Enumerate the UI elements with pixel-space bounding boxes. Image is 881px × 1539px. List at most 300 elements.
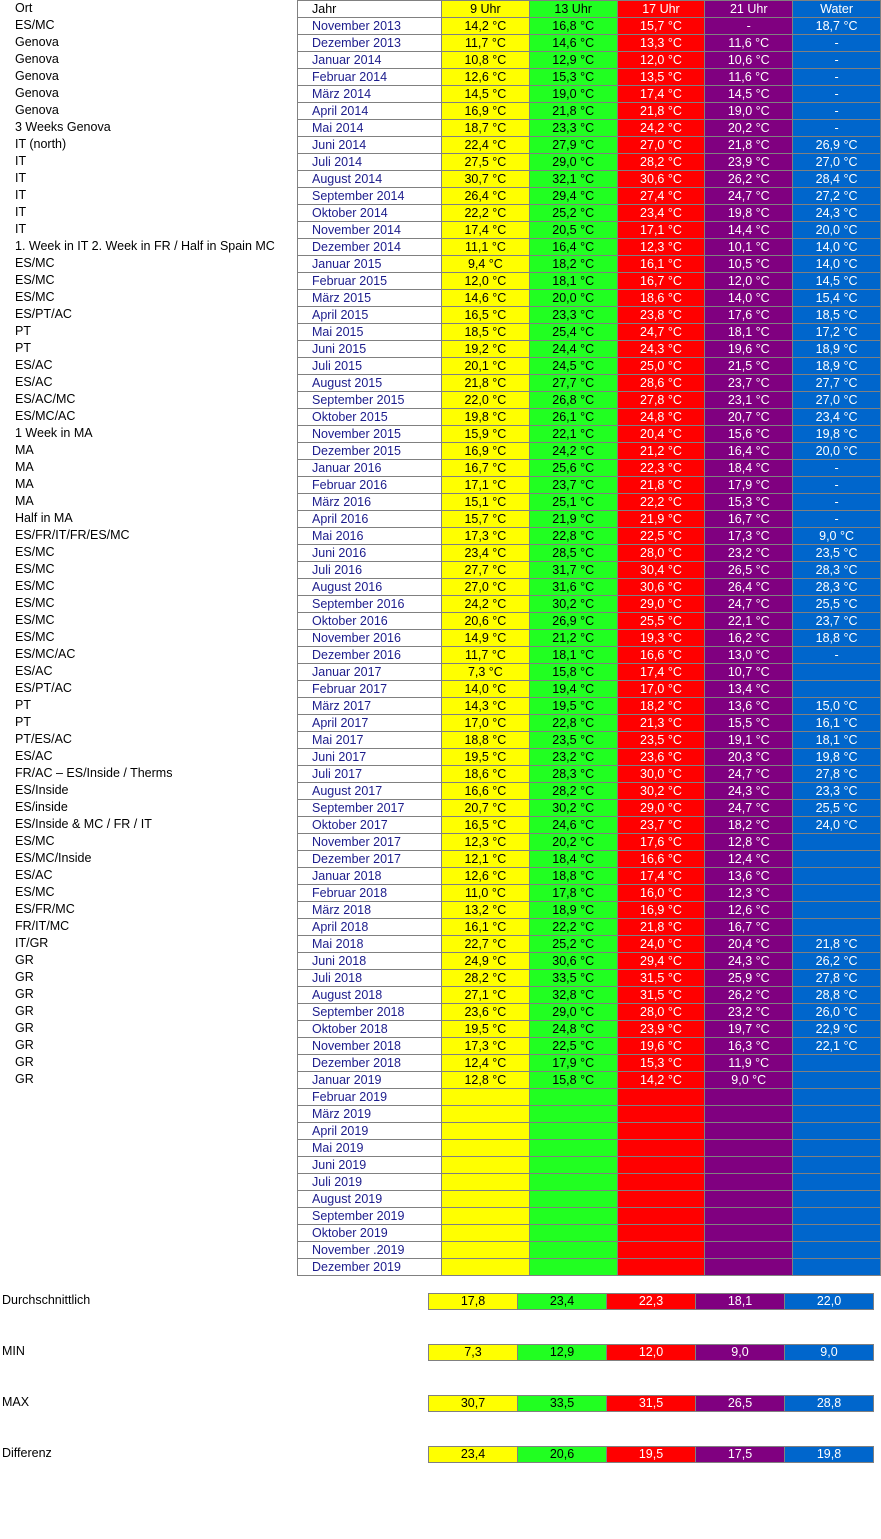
jahr-cell: April 2018 — [298, 919, 442, 936]
ort-cell: ES/MC — [15, 256, 55, 270]
jahr-cell: August 2016 — [298, 579, 442, 596]
ort-cell: ES/MC — [15, 579, 55, 593]
ort-cell: ES/AC/MC — [15, 392, 76, 406]
jahr-cell: Oktober 2015 — [298, 409, 442, 426]
table-row — [298, 1259, 881, 1276]
jahr-cell: Oktober 2016 — [298, 613, 442, 630]
water-cell — [793, 664, 881, 681]
t17-cell — [617, 1225, 705, 1242]
water-cell: 26,9 °C — [793, 137, 881, 154]
t21-cell: 11,6 °C — [705, 35, 793, 52]
water-cell — [793, 1174, 881, 1191]
t13-cell: 25,2 °C — [529, 205, 617, 222]
ort-cell — [0, 1173, 296, 1190]
t17-cell: 24,0 °C — [617, 936, 705, 953]
ort-cell: GR — [15, 987, 34, 1001]
ort-cell: ES/MC — [15, 834, 55, 848]
table-row — [298, 647, 881, 664]
ort-cell — [0, 1190, 296, 1207]
t21-cell: 23,7 °C — [705, 375, 793, 392]
t13-cell: 30,6 °C — [529, 953, 617, 970]
t9-cell: 16,5 °C — [442, 307, 530, 324]
water-cell: - — [793, 477, 881, 494]
t9-cell: 28,2 °C — [442, 970, 530, 987]
water-cell — [793, 834, 881, 851]
t21-cell: 20,2 °C — [705, 120, 793, 137]
table-row — [298, 171, 881, 188]
jahr-cell: Oktober 2019 — [298, 1225, 442, 1242]
t13-cell: 31,6 °C — [529, 579, 617, 596]
t9-cell: 12,1 °C — [442, 851, 530, 868]
water-cell — [793, 1191, 881, 1208]
jahr-cell: Februar 2014 — [298, 69, 442, 86]
t17-cell — [617, 1106, 705, 1123]
t17-cell: 17,0 °C — [617, 681, 705, 698]
t17-cell: 30,4 °C — [617, 562, 705, 579]
jahr-cell: Dezember 2019 — [298, 1259, 442, 1276]
ort-cell — [0, 1224, 296, 1241]
t21-cell: 9,0 °C — [705, 1072, 793, 1089]
t13-cell — [529, 1157, 617, 1174]
t17-cell: 22,5 °C — [617, 528, 705, 545]
water-cell: 23,7 °C — [793, 613, 881, 630]
t9-cell: 26,4 °C — [442, 188, 530, 205]
t21-cell: 17,6 °C — [705, 307, 793, 324]
t13-cell: 23,2 °C — [529, 749, 617, 766]
water-cell: 15,0 °C — [793, 698, 881, 715]
t13-cell: 27,7 °C — [529, 375, 617, 392]
jahr-cell: November 2016 — [298, 630, 442, 647]
t21-cell: 24,3 °C — [705, 953, 793, 970]
t9-cell — [442, 1225, 530, 1242]
t17-cell: 16,9 °C — [617, 902, 705, 919]
ort-cell: ES/AC — [15, 375, 53, 389]
t13-cell: 14,6 °C — [529, 35, 617, 52]
water-cell: 25,5 °C — [793, 596, 881, 613]
jahr-cell: Oktober 2017 — [298, 817, 442, 834]
t9-cell: 17,3 °C — [442, 528, 530, 545]
t21-cell: 21,5 °C — [705, 358, 793, 375]
water-cell: 18,7 °C — [793, 18, 881, 35]
table-row — [298, 1242, 881, 1259]
t17-cell: 13,3 °C — [617, 35, 705, 52]
water-cell — [793, 1208, 881, 1225]
t17-cell: 30,6 °C — [617, 579, 705, 596]
ort-cell: ES/MC — [15, 273, 55, 287]
t13-cell — [529, 1106, 617, 1123]
t9-cell: 18,7 °C — [442, 120, 530, 137]
t13-cell: 25,4 °C — [529, 324, 617, 341]
t21-cell: 15,6 °C — [705, 426, 793, 443]
t9-cell: 14,3 °C — [442, 698, 530, 715]
t13-cell: 28,2 °C — [529, 783, 617, 800]
jahr-cell: Februar 2018 — [298, 885, 442, 902]
ort-cell: PT — [15, 715, 31, 729]
t17-cell: 28,6 °C — [617, 375, 705, 392]
table-row — [298, 239, 881, 256]
t9-cell — [442, 1123, 530, 1140]
t13-cell: 20,0 °C — [529, 290, 617, 307]
t21-cell: 26,2 °C — [705, 171, 793, 188]
table-row — [298, 188, 881, 205]
t9-cell: 12,8 °C — [442, 1072, 530, 1089]
ort-cell: GR — [15, 1038, 34, 1052]
t9-cell: 16,6 °C — [442, 783, 530, 800]
t13-cell: 25,6 °C — [529, 460, 617, 477]
t17-cell: 22,3 °C — [617, 460, 705, 477]
t13-cell: 20,2 °C — [529, 834, 617, 851]
t17-cell: 21,9 °C — [617, 511, 705, 528]
t17-cell: 27,0 °C — [617, 137, 705, 154]
t21-cell: 18,2 °C — [705, 817, 793, 834]
water-cell: 26,0 °C — [793, 1004, 881, 1021]
water-cell: - — [793, 120, 881, 137]
table-row — [298, 120, 881, 137]
t17-cell — [617, 1140, 705, 1157]
ort-cell: ES/MC — [15, 885, 55, 899]
ort-cell: ES/AC — [15, 868, 53, 882]
stat-water-cell: 28,8 — [785, 1396, 874, 1412]
t21-cell: 21,8 °C — [705, 137, 793, 154]
jahr-cell: März 2015 — [298, 290, 442, 307]
water-cell: 23,5 °C — [793, 545, 881, 562]
ort-cell: IT — [15, 188, 27, 202]
water-cell: - — [793, 511, 881, 528]
table-row — [298, 290, 881, 307]
table-row — [298, 52, 881, 69]
t13-cell — [529, 1123, 617, 1140]
ort-cell: ES/FR/IT/FR/ES/MC — [15, 528, 130, 542]
t17-cell: 17,6 °C — [617, 834, 705, 851]
ort-cell — [0, 1156, 296, 1173]
water-cell: - — [793, 647, 881, 664]
table-row — [298, 698, 881, 715]
jahr-cell: Juli 2015 — [298, 358, 442, 375]
t21-cell: 17,3 °C — [705, 528, 793, 545]
ort-cell: IT — [15, 171, 27, 185]
t17-cell: 18,2 °C — [617, 698, 705, 715]
t21-cell: 13,6 °C — [705, 698, 793, 715]
t21-cell: - — [705, 18, 793, 35]
t17-cell: 23,5 °C — [617, 732, 705, 749]
water-cell — [793, 1055, 881, 1072]
t9-cell — [442, 1089, 530, 1106]
ort-cell: ES/MC — [15, 630, 55, 644]
jahr-cell: Oktober 2014 — [298, 205, 442, 222]
t13-cell: 12,9 °C — [529, 52, 617, 69]
t9-cell: 16,9 °C — [442, 443, 530, 460]
water-cell: - — [793, 494, 881, 511]
stat-t21-cell: 26,5 — [696, 1396, 785, 1412]
water-cell: 24,0 °C — [793, 817, 881, 834]
jahr-cell: Juli 2014 — [298, 154, 442, 171]
t9-cell: 17,3 °C — [442, 1038, 530, 1055]
table-row — [298, 936, 881, 953]
t13-cell: 22,5 °C — [529, 1038, 617, 1055]
jahr-cell: Januar 2015 — [298, 256, 442, 273]
t17-cell: 30,0 °C — [617, 766, 705, 783]
stat-t13-cell: 12,9 — [518, 1345, 607, 1361]
t13-cell: 17,8 °C — [529, 885, 617, 902]
ort-cell: PT — [15, 698, 31, 712]
jahr-cell: Februar 2019 — [298, 1089, 442, 1106]
water-cell: 19,8 °C — [793, 426, 881, 443]
temperature-table — [297, 0, 881, 1276]
t17-cell: 23,8 °C — [617, 307, 705, 324]
table-row — [298, 834, 881, 851]
ort-cell: Genova — [15, 103, 59, 117]
water-cell: 18,1 °C — [793, 732, 881, 749]
ort-cell: ES/FR/MC — [15, 902, 75, 916]
t21-cell: 24,7 °C — [705, 766, 793, 783]
table-row — [298, 341, 881, 358]
t9-cell: 18,8 °C — [442, 732, 530, 749]
table-row — [298, 154, 881, 171]
t13-cell: 29,0 °C — [529, 154, 617, 171]
t13-cell — [529, 1225, 617, 1242]
ort-cell: ES/PT/AC — [15, 307, 72, 321]
t13-cell — [529, 1174, 617, 1191]
ort-cell: MA — [15, 477, 34, 491]
t17-cell: 31,5 °C — [617, 987, 705, 1004]
stat-water-cell: 9,0 — [785, 1345, 874, 1361]
t17-cell: 16,6 °C — [617, 851, 705, 868]
table-row — [298, 86, 881, 103]
t21-cell: 23,9 °C — [705, 154, 793, 171]
t21-cell: 19,0 °C — [705, 103, 793, 120]
t17-cell: 24,2 °C — [617, 120, 705, 137]
jahr-cell: April 2015 — [298, 307, 442, 324]
table-row — [298, 511, 881, 528]
table-row — [298, 35, 881, 52]
water-cell: 18,8 °C — [793, 630, 881, 647]
water-cell — [793, 1106, 881, 1123]
t9-cell: 30,7 °C — [442, 171, 530, 188]
table-row — [298, 715, 881, 732]
table-row — [298, 103, 881, 120]
t17-cell: 21,2 °C — [617, 443, 705, 460]
stat-t9-cell: 23,4 — [429, 1447, 518, 1463]
table-row — [298, 1106, 881, 1123]
t9-cell: 22,7 °C — [442, 936, 530, 953]
t13-cell: 30,2 °C — [529, 596, 617, 613]
t13-cell: 22,1 °C — [529, 426, 617, 443]
water-cell: - — [793, 35, 881, 52]
stat-label: Durchschnittlich — [2, 1293, 91, 1307]
water-cell — [793, 1140, 881, 1157]
table-row — [298, 681, 881, 698]
water-cell: 27,8 °C — [793, 766, 881, 783]
t21-cell: 16,7 °C — [705, 511, 793, 528]
t13-cell: 18,8 °C — [529, 868, 617, 885]
table-row — [298, 749, 881, 766]
t13-cell: 21,2 °C — [529, 630, 617, 647]
jahr-cell: Mai 2017 — [298, 732, 442, 749]
table-row — [298, 69, 881, 86]
t21-cell — [705, 1242, 793, 1259]
t9-cell — [442, 1174, 530, 1191]
jahr-cell: Dezember 2015 — [298, 443, 442, 460]
t21-cell: 19,6 °C — [705, 341, 793, 358]
t13-cell: 15,8 °C — [529, 1072, 617, 1089]
water-cell — [793, 851, 881, 868]
jahr-cell: Mai 2016 — [298, 528, 442, 545]
t17-cell: 23,6 °C — [617, 749, 705, 766]
t21-cell: 19,8 °C — [705, 205, 793, 222]
jahr-cell: November 2015 — [298, 426, 442, 443]
table-row — [298, 630, 881, 647]
water-cell: 16,1 °C — [793, 715, 881, 732]
table-row — [298, 664, 881, 681]
jahr-cell: Mai 2018 — [298, 936, 442, 953]
water-cell: 14,5 °C — [793, 273, 881, 290]
table-row — [298, 528, 881, 545]
stat-t21-cell: 17,5 — [696, 1447, 785, 1463]
t17-cell — [617, 1191, 705, 1208]
t21-cell — [705, 1259, 793, 1276]
t17-cell: 29,4 °C — [617, 953, 705, 970]
table-row — [298, 732, 881, 749]
t13-cell: 33,5 °C — [529, 970, 617, 987]
t21-cell: 14,4 °C — [705, 222, 793, 239]
jahr-cell: Mai 2019 — [298, 1140, 442, 1157]
water-cell — [793, 1072, 881, 1089]
jahr-cell: September 2019 — [298, 1208, 442, 1225]
t9-cell: 27,0 °C — [442, 579, 530, 596]
t13-cell: 23,3 °C — [529, 307, 617, 324]
t21-cell: 10,1 °C — [705, 239, 793, 256]
water-cell: 27,0 °C — [793, 154, 881, 171]
ort-cell: GR — [15, 1055, 34, 1069]
water-cell: 20,0 °C — [793, 443, 881, 460]
t17-cell: 20,4 °C — [617, 426, 705, 443]
ort-cell: Genova — [15, 69, 59, 83]
t17-cell: 30,2 °C — [617, 783, 705, 800]
water-cell: 28,4 °C — [793, 171, 881, 188]
t9-cell: 15,9 °C — [442, 426, 530, 443]
t21-cell — [705, 1106, 793, 1123]
t17-cell: 21,3 °C — [617, 715, 705, 732]
ort-cell: ES/MC — [15, 290, 55, 304]
t13-cell: 24,2 °C — [529, 443, 617, 460]
t21-cell — [705, 1157, 793, 1174]
table-row — [298, 1157, 881, 1174]
stat-t9-cell: 7,3 — [429, 1345, 518, 1361]
t9-cell: 11,7 °C — [442, 647, 530, 664]
t21-cell: 26,4 °C — [705, 579, 793, 596]
jahr-cell: Januar 2019 — [298, 1072, 442, 1089]
ort-cell: PT — [15, 324, 31, 338]
table-row — [298, 494, 881, 511]
t21-cell: 10,5 °C — [705, 256, 793, 273]
jahr-cell: März 2014 — [298, 86, 442, 103]
t21-cell: 18,1 °C — [705, 324, 793, 341]
stat-label: MAX — [2, 1395, 30, 1409]
ort-cell: ES/MC/AC — [15, 409, 76, 423]
t13-cell: 18,4 °C — [529, 851, 617, 868]
t21-cell: 25,9 °C — [705, 970, 793, 987]
stat-t13-cell: 23,4 — [518, 1294, 607, 1310]
jahr-cell: Juni 2016 — [298, 545, 442, 562]
water-cell: 19,8 °C — [793, 749, 881, 766]
t17-cell: 23,7 °C — [617, 817, 705, 834]
t21-cell: 18,4 °C — [705, 460, 793, 477]
jahr-cell: Januar 2016 — [298, 460, 442, 477]
t17-cell: 25,5 °C — [617, 613, 705, 630]
table-row — [298, 545, 881, 562]
water-cell: 27,8 °C — [793, 970, 881, 987]
table-row — [298, 800, 881, 817]
table-row — [298, 460, 881, 477]
t13-header: 13 Uhr — [529, 1, 617, 18]
t17-cell: 16,0 °C — [617, 885, 705, 902]
t9-cell: 19,8 °C — [442, 409, 530, 426]
ort-cell: ES/MC — [15, 613, 55, 627]
t9-header: 9 Uhr — [442, 1, 530, 18]
t9-cell — [442, 1157, 530, 1174]
jahr-cell: April 2017 — [298, 715, 442, 732]
t17-cell: 16,1 °C — [617, 256, 705, 273]
t17-cell: 24,8 °C — [617, 409, 705, 426]
ort-cell — [0, 1139, 296, 1156]
t9-cell: 20,7 °C — [442, 800, 530, 817]
table-row — [298, 902, 881, 919]
table-row — [298, 970, 881, 987]
t17-cell: 28,0 °C — [617, 1004, 705, 1021]
stat-t17-cell: 22,3 — [607, 1294, 696, 1310]
t13-cell — [529, 1259, 617, 1276]
jahr-cell: Mai 2015 — [298, 324, 442, 341]
ort-cell: 1 Week in MA — [15, 426, 93, 440]
table-row — [298, 477, 881, 494]
t21-cell: 15,5 °C — [705, 715, 793, 732]
ort-column — [0, 0, 296, 1275]
jahr-cell: Juli 2019 — [298, 1174, 442, 1191]
t13-cell: 23,3 °C — [529, 120, 617, 137]
t9-cell: 11,7 °C — [442, 35, 530, 52]
t21-cell — [705, 1225, 793, 1242]
water-cell: - — [793, 460, 881, 477]
ort-cell: GR — [15, 1021, 34, 1035]
t21-cell: 23,2 °C — [705, 1004, 793, 1021]
water-cell: 28,3 °C — [793, 579, 881, 596]
t9-cell: 16,9 °C — [442, 103, 530, 120]
water-cell: 18,5 °C — [793, 307, 881, 324]
jahr-cell: September 2014 — [298, 188, 442, 205]
table-row — [298, 1021, 881, 1038]
t21-cell: 10,7 °C — [705, 664, 793, 681]
stat-water-cell: 22,0 — [785, 1294, 874, 1310]
t9-cell: 20,1 °C — [442, 358, 530, 375]
ort-cell — [0, 1241, 296, 1258]
t17-cell: 13,5 °C — [617, 69, 705, 86]
table-row — [298, 1038, 881, 1055]
t17-cell: 29,0 °C — [617, 596, 705, 613]
t17-header: 17 Uhr — [617, 1, 705, 18]
table-row — [298, 919, 881, 936]
t9-cell: 27,7 °C — [442, 562, 530, 579]
ort-cell: Genova — [15, 86, 59, 100]
ort-cell — [0, 1088, 296, 1105]
t13-cell: 22,8 °C — [529, 715, 617, 732]
ort-cell: MA — [15, 494, 34, 508]
stat-label: Differenz — [2, 1446, 52, 1460]
water-cell: 27,2 °C — [793, 188, 881, 205]
table-row — [298, 1208, 881, 1225]
table-row — [298, 953, 881, 970]
water-cell: - — [793, 52, 881, 69]
jahr-cell: Juli 2016 — [298, 562, 442, 579]
